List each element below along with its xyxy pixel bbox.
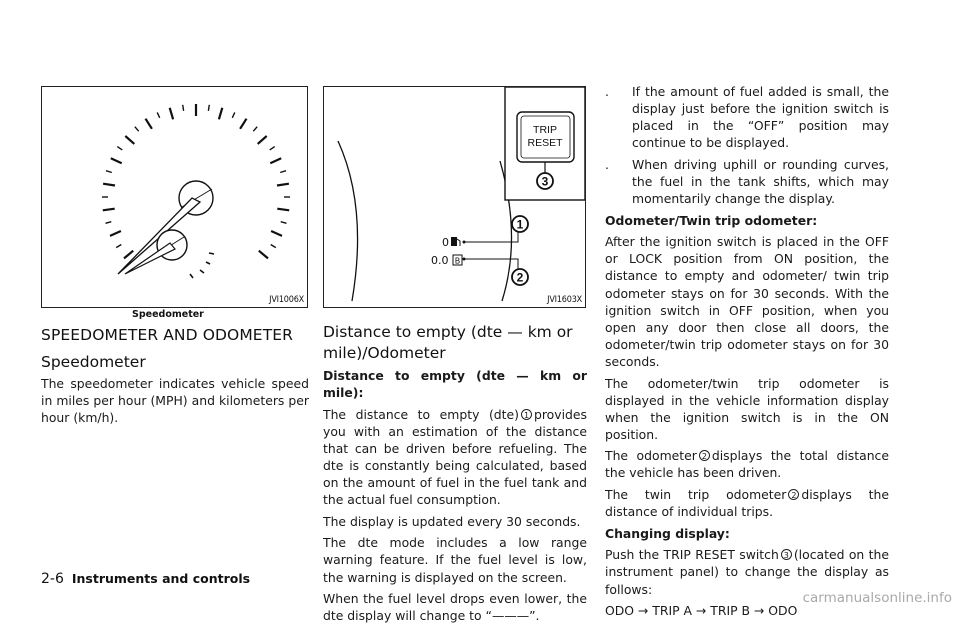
tick-mark: [270, 158, 281, 163]
svg-text:3: 3: [541, 174, 549, 189]
page-number: 2-6: [41, 571, 64, 587]
tick-mark: [106, 171, 112, 173]
column-3: [605, 83, 889, 624]
tick-mark: [110, 231, 121, 236]
tick-mark: [277, 184, 289, 186]
paragraph: The display is updated every 30 seconds.: [323, 513, 581, 529]
paragraph: When the fuel level drops even lower, the dte display will change to “———”.: [323, 591, 587, 624]
tick-mark: [232, 112, 235, 117]
tick-mark: [116, 245, 121, 248]
callout-ref: 1: [521, 409, 532, 420]
tick-mark: [271, 231, 282, 236]
callout-ref: 2: [788, 489, 799, 500]
callout-ref: 3: [781, 549, 792, 560]
paragraph: Push the TRIP RESET switch 3 (located on the instrument panel) to change the display as follows:: [605, 547, 889, 597]
tick-mark: [125, 136, 134, 144]
dte-display-figure: [323, 86, 586, 308]
tick-mark: [103, 184, 115, 186]
svg-text:2: 2: [516, 270, 524, 285]
tick-mark: [103, 209, 115, 211]
speedometer-illustration: [42, 87, 307, 307]
subheading: Changing display:: [605, 525, 730, 541]
paragraph: The odometer/twin trip odometer is displayed in the vehicle information display when the ignition switch is in the ON position.: [605, 375, 889, 442]
tick-mark: [170, 108, 173, 120]
tick-mark: [277, 209, 289, 211]
paragraph: After the ignition switch is placed in the OFF or LOCK position from ON position, the distance to empty and odometer/ twin trip odometer stays on for 30 seconds. With the ignition switch in OFF position, when you open any door then close all doors, the odometer/twin trip odometer stays on for 30 seconds.: [605, 234, 889, 369]
tick-mark: [253, 127, 257, 132]
paragraph: The odometer 2 displays the total distance the vehicle has been driven.: [605, 448, 889, 481]
figure-code: JVI1006X: [269, 295, 304, 305]
page-footer: [41, 571, 250, 587]
tick-mark: [271, 245, 276, 248]
tick-mark: [258, 136, 267, 144]
speedometer-figure: [41, 86, 308, 308]
svg-text:1: 1: [516, 217, 524, 232]
figure-caption: Speedometer: [132, 309, 204, 320]
fuel-pump-icon: [451, 237, 460, 246]
tick-mark: [157, 112, 160, 117]
tick-mark: [146, 119, 152, 129]
speedometer-needle: [118, 198, 200, 274]
odometer-readout: 0.0: [431, 254, 449, 267]
instrument-panel-illustration: [324, 87, 585, 307]
paragraph: The distance to empty (dte) 1 provides you with an estimation of the distance that can be driven before refueling. The dte is constantly being calculated, based on the amount of fuel in the fuel tank and the actual fuel consumption.: [323, 406, 587, 508]
subheading: Odometer/Twin trip odometer:: [605, 212, 818, 228]
tick-mark: [270, 147, 275, 150]
tick-mark: [106, 222, 112, 224]
tick-mark: [281, 222, 287, 224]
reset-label: RESET: [527, 137, 563, 149]
watermark: carmanualsonline.info: [802, 590, 952, 606]
paragraph: The speedometer indicates vehicle speed in miles per hour (MPH) and kilometers per hour (km/h).: [41, 376, 309, 426]
subheading: Distance to empty (dte — km or mile):: [323, 368, 587, 401]
paragraph: The twin trip odometer 2 displays the distance of individual trips.: [605, 487, 889, 520]
callout-ref: 2: [699, 450, 710, 461]
figure-code: JVI1603X: [547, 295, 582, 305]
section-name: Instruments and controls: [71, 571, 251, 586]
trip-label: TRIP: [533, 124, 557, 136]
tick-mark: [259, 251, 268, 259]
subsection-heading: Speedometer: [41, 353, 146, 371]
tick-mark: [208, 105, 209, 111]
tick-mark: [280, 171, 286, 173]
tick-mark: [124, 251, 133, 259]
tick-mark: [135, 127, 139, 132]
section-heading: SPEEDOMETER AND ODOMETER: [41, 326, 294, 344]
tick-mark: [219, 108, 222, 120]
bullet-item: . If the amount of fuel added is small, the display just before the ignition switch is placed in the “OFF” position may continue to be displayed.: [605, 84, 889, 151]
display-sequence: ODO → TRIP A → TRIP B → ODO: [605, 603, 798, 619]
paragraph: The dte mode includes a low range warning feature. If the fuel level is low, the warning is displayed on the screen.: [323, 535, 587, 585]
tick-mark: [117, 147, 122, 150]
dte-readout: 0: [442, 236, 449, 249]
column-1: [41, 375, 309, 431]
column-2: [323, 367, 587, 629]
subsection-heading-dte: Distance to empty (dte — km or mile)/Odometer: [323, 323, 573, 362]
tick-mark: [240, 119, 246, 129]
tick-mark: [183, 105, 184, 111]
bullet-item: . When driving uphill or rounding curves, the fuel in the tank shifts, which may momentarily change the display.: [605, 156, 889, 207]
svg-text:B: B: [454, 256, 461, 266]
tick-mark: [111, 158, 122, 163]
